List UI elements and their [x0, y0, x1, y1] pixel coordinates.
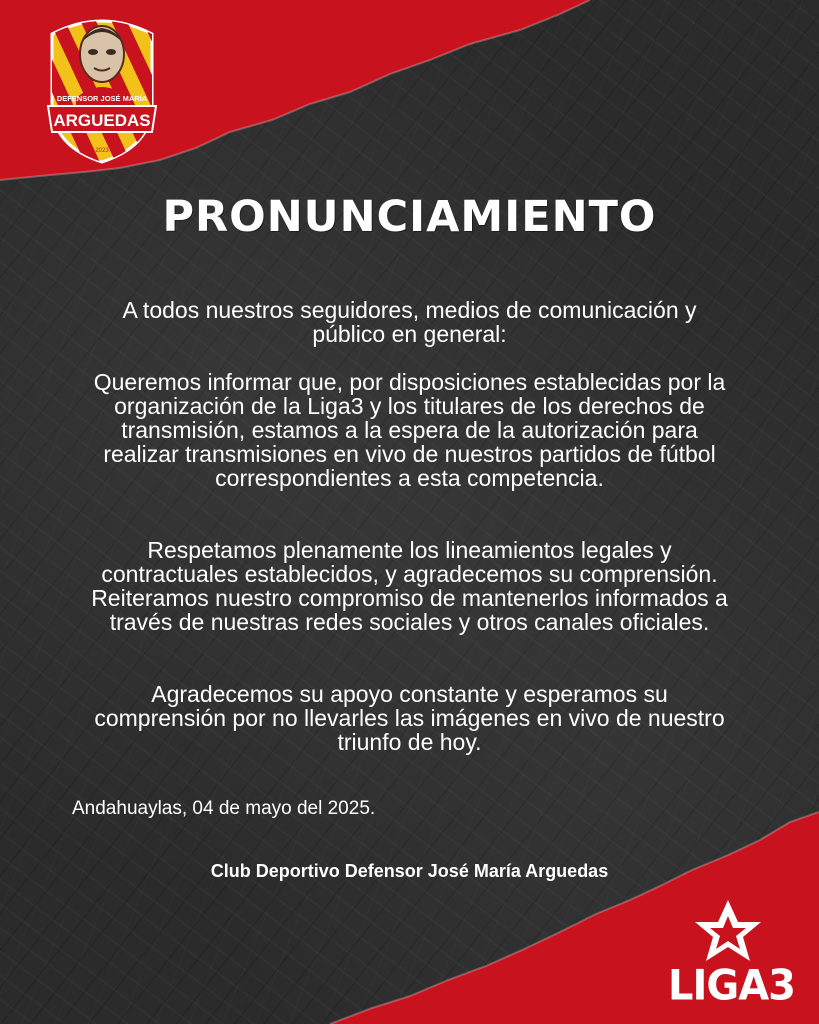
paragraph-thanks: Agradecemos su apoyo constante y esperamos su comprensión por no llevarles las imágenes en vivo de nuestro triunfo de hoy. [94, 681, 725, 755]
paragraph-respect: Respetamos plenamente los lineamientos legales y contractuales establecidos, y agradecemos su comprensión. Reiteramos nuestro compromiso de mantenerlos informados a través de nuestras redes sociales y otros canales oficiales. [91, 537, 728, 635]
signature: Club Deportivo Defensor José María Arguedas [210, 861, 609, 881]
paragraph-greeting: A todos nuestros seguidores, medios de comunicación y público en general: [122, 297, 697, 347]
liga3-logo-text: LIGA3 [668, 961, 795, 1011]
page-title: PRONUNCIAMIENTO [162, 192, 657, 242]
club-crest-icon [46, 6, 158, 164]
club-crest-year: 2023 [95, 148, 109, 154]
club-crest-name: ARGUEDAS [53, 111, 151, 130]
place-date: Andahuaylas, 04 de mayo del 2025. [72, 798, 376, 819]
club-crest-upper-text: DEFENSOR JOSÉ MARÍA [56, 94, 148, 103]
paragraph-announcement: Queremos informar que, por disposiciones establecidas por la organización de la Liga3 y los titulares de los derechos de transmisión, estamos a la espera de la autorización para realizar transmisiones en vivo de nuestros partidos de fútbol correspondientes a esta competencia. [93, 369, 726, 491]
